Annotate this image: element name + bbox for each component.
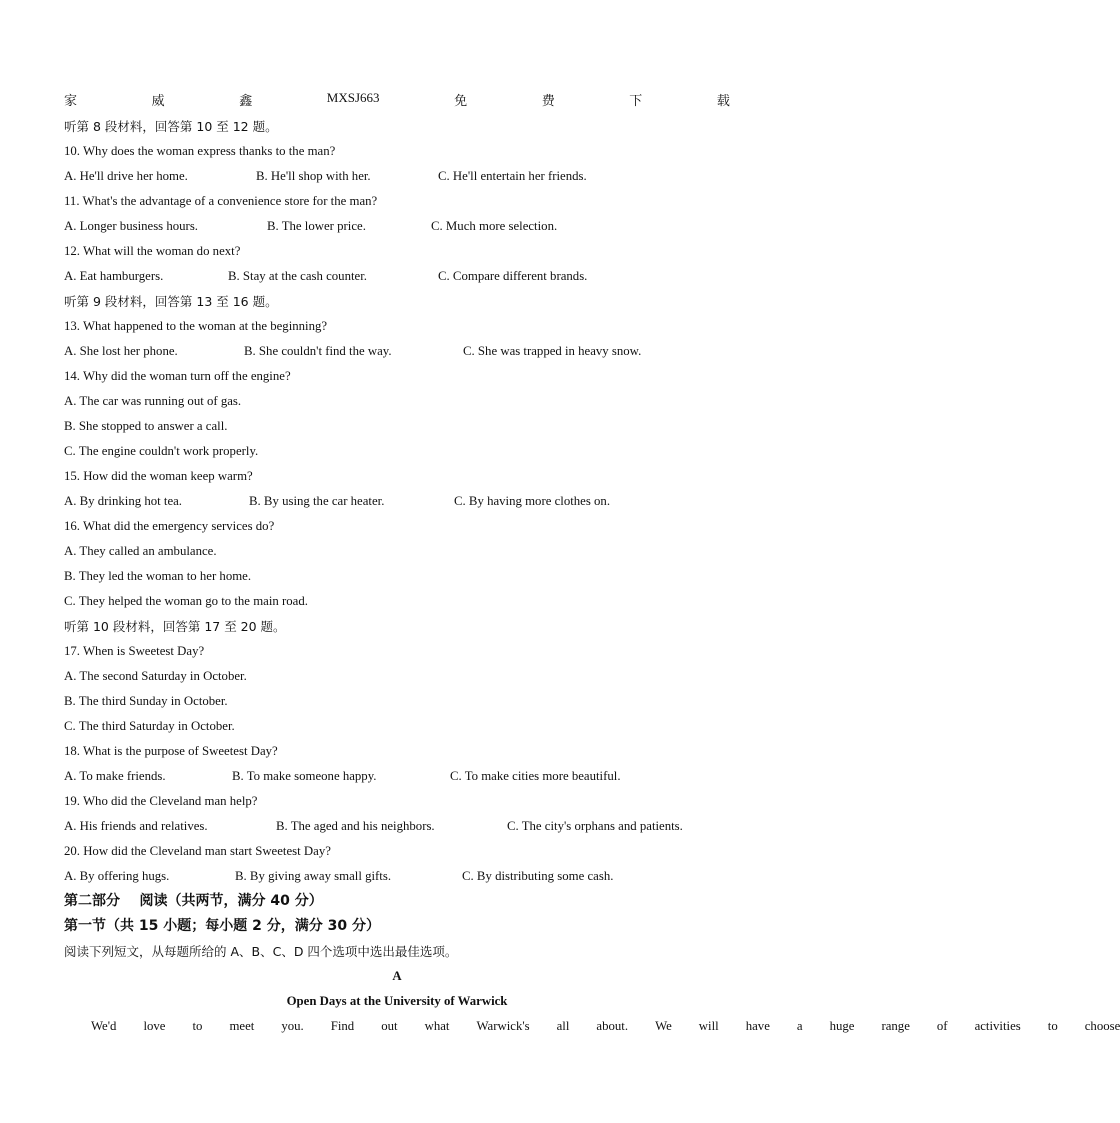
option-12c: C. Compare different brands. (438, 269, 588, 283)
question-14: 14. Why did the woman turn off the engine? (64, 369, 291, 383)
para-word: about. (596, 1019, 629, 1033)
option-14a: A. The car was running out of gas. (64, 394, 242, 408)
option-18a: A. To make friends. (64, 769, 166, 783)
option-16c: C. They helped the woman go to the main road. (64, 594, 308, 608)
para-word: We'd (91, 1019, 117, 1033)
header-char-2: 威 (151, 93, 165, 108)
para-word: range (881, 1019, 910, 1033)
header-char-8: 载 (716, 93, 730, 108)
passage-letter: A (392, 969, 402, 983)
options-13 (64, 339, 730, 364)
question-18: 18. What is the purpose of Sweetest Day? (64, 744, 278, 758)
option-17c: C. The third Saturday in October. (64, 719, 235, 733)
option-14c: C. The engine couldn't work properly. (64, 444, 259, 458)
option-13a: A. She lost her phone. (64, 344, 178, 358)
option-18c: C. To make cities more beautiful. (450, 769, 621, 783)
header-char-6: 费 (541, 93, 555, 108)
option-14b: B. She stopped to answer a call. (64, 419, 228, 433)
para-word: a (796, 1019, 803, 1033)
question-16: 16. What did the emergency services do? (64, 519, 275, 533)
section-instruction: 听第 10 段材料，回答第 17 至 20 题。 (64, 619, 286, 634)
document-body (64, 114, 1120, 1039)
options-10 (64, 164, 730, 189)
section-heading: 第一节（共 15 小题；每小题 2 分，满分 30 分） (64, 918, 380, 934)
question-17: 17. When is Sweetest Day? (64, 644, 205, 658)
part-heading: 第二部分 阅读（共两节，满分 40 分） (64, 893, 323, 909)
section-instruction: 听第 9 段材料，回答第 13 至 16 题。 (64, 294, 278, 309)
option-10b: B. He'll shop with her. (256, 169, 371, 183)
header-code: MXSJ663 (326, 90, 380, 105)
header-char-7: 下 (629, 93, 643, 108)
page-header (64, 90, 730, 110)
option-17b: B. The third Sunday in October. (64, 694, 228, 708)
passage-paragraph (64, 1014, 1120, 1039)
options-11 (64, 214, 730, 239)
para-word: will (698, 1019, 719, 1033)
options-15 (64, 489, 730, 514)
para-word: huge (829, 1019, 855, 1033)
question-15: 15. How did the woman keep warm? (64, 469, 253, 483)
option-13b: B. She couldn't find the way. (244, 344, 392, 358)
option-10a: A. He'll drive her home. (64, 169, 188, 183)
options-12 (64, 264, 730, 289)
passage-title: Open Days at the University of Warwick (286, 994, 508, 1008)
option-20c: C. By distributing some cash. (462, 869, 614, 883)
para-word: of (936, 1019, 948, 1033)
question-20: 20. How did the Cleveland man start Sweetest Day? (64, 844, 331, 858)
option-12a: A. Eat hamburgers. (64, 269, 164, 283)
option-20a: A. By offering hugs. (64, 869, 170, 883)
option-13c: C. She was trapped in heavy snow. (463, 344, 642, 358)
para-word: activities (974, 1019, 1021, 1033)
question-12: 12. What will the woman do next? (64, 244, 241, 258)
para-word: love (143, 1019, 166, 1033)
para-word: meet (229, 1019, 255, 1033)
para-word: to (1047, 1019, 1058, 1033)
options-18 (64, 764, 730, 789)
option-11b: B. The lower price. (267, 219, 366, 233)
question-19: 19. Who did the Cleveland man help? (64, 794, 258, 808)
options-20 (64, 864, 730, 889)
para-word: all (556, 1019, 570, 1033)
header-char-3: 鑫 (239, 93, 253, 108)
options-19 (64, 814, 730, 839)
option-19a: A. His friends and relatives. (64, 819, 208, 833)
header-char-1: 家 (64, 93, 78, 108)
para-word: out (381, 1019, 398, 1033)
reading-instruction: 阅读下列短文，从每题所给的 A、B、C、D 四个选项中选出最佳选项。 (64, 944, 458, 959)
option-15a: A. By drinking hot tea. (64, 494, 183, 508)
option-16a: A. They called an ambulance. (64, 544, 217, 558)
option-17a: A. The second Saturday in October. (64, 669, 247, 683)
option-19b: B. The aged and his neighbors. (276, 819, 435, 833)
para-word: Warwick's (476, 1019, 530, 1033)
para-word: choose (1084, 1019, 1120, 1033)
para-word: have (745, 1019, 770, 1033)
option-12b: B. Stay at the cash counter. (228, 269, 367, 283)
option-10c: C. He'll entertain her friends. (438, 169, 587, 183)
option-15b: B. By using the car heater. (249, 494, 385, 508)
para-word: you. (281, 1019, 304, 1033)
section-instruction: 听第 8 段材料，回答第 10 至 12 题。 (64, 119, 278, 134)
option-16b: B. They led the woman to her home. (64, 569, 252, 583)
question-11: 11. What's the advantage of a convenience store for the man? (64, 194, 378, 208)
option-11c: C. Much more selection. (431, 219, 558, 233)
option-20b: B. By giving away small gifts. (235, 869, 392, 883)
option-19c: C. The city's orphans and patients. (507, 819, 683, 833)
option-11a: A. Longer business hours. (64, 219, 198, 233)
question-13: 13. What happened to the woman at the beginning? (64, 319, 328, 333)
option-18b: B. To make someone happy. (232, 769, 377, 783)
option-15c: C. By having more clothes on. (454, 494, 611, 508)
para-word: Find (330, 1019, 355, 1033)
question-10: 10. Why does the woman express thanks to the man? (64, 144, 336, 158)
para-word: what (424, 1019, 450, 1033)
header-char-5: 免 (454, 93, 468, 108)
para-word: to (192, 1019, 203, 1033)
para-word: We (655, 1019, 672, 1033)
